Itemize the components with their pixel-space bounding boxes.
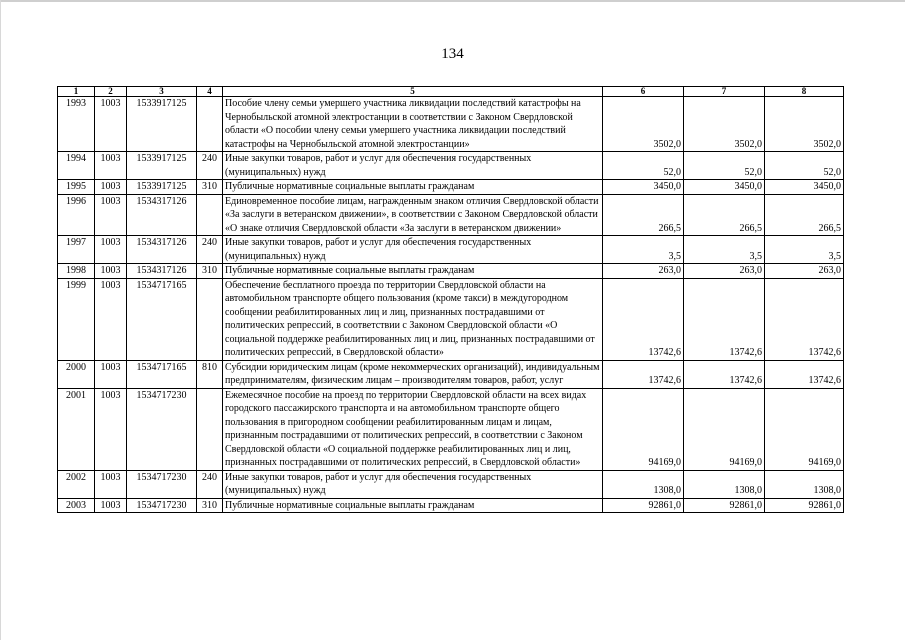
row-description: Иные закупки товаров, работ и услуг для обеспечения государственных (муниципальных) нужд (223, 152, 603, 180)
expense-type-code: 310 (197, 264, 223, 279)
target-article-code: 1534317126 (127, 194, 197, 236)
expense-type-code (197, 388, 223, 470)
amount-col-7: 3,5 (684, 236, 765, 264)
section-code: 1003 (95, 388, 127, 470)
amount-col-7: 1308,0 (684, 470, 765, 498)
amount-col-8: 94169,0 (765, 388, 844, 470)
section-code: 1003 (95, 180, 127, 195)
amount-col-7: 266,5 (684, 194, 765, 236)
target-article-code: 1534317126 (127, 236, 197, 264)
page-top-border (0, 0, 905, 2)
amount-col-7: 3502,0 (684, 97, 765, 152)
row-description: Субсидии юридическим лицам (кроме некоммерческих организаций), индивидуальным предпринимателям, физическим лицам – производителям товаров, работ, услуг (223, 360, 603, 388)
amount-col-6: 1308,0 (603, 470, 684, 498)
table-row (58, 194, 844, 236)
amount-col-6: 266,5 (603, 194, 684, 236)
row-number: 1993 (58, 97, 95, 152)
target-article-code: 1533917125 (127, 97, 197, 152)
col-header-8: 8 (765, 87, 844, 97)
table-row (58, 236, 844, 264)
amount-col-8: 13742,6 (765, 278, 844, 360)
row-number: 1997 (58, 236, 95, 264)
expense-type-code (197, 97, 223, 152)
table-row (58, 180, 844, 195)
amount-col-8: 3502,0 (765, 97, 844, 152)
expense-type-code: 240 (197, 236, 223, 264)
amount-col-7: 3450,0 (684, 180, 765, 195)
row-description: Иные закупки товаров, работ и услуг для обеспечения государственных (муниципальных) нужд (223, 236, 603, 264)
amount-col-6: 94169,0 (603, 388, 684, 470)
page-left-border (0, 0, 1, 640)
section-code: 1003 (95, 360, 127, 388)
amount-col-7: 94169,0 (684, 388, 765, 470)
expense-type-code: 240 (197, 152, 223, 180)
amount-col-7: 13742,6 (684, 360, 765, 388)
amount-col-7: 13742,6 (684, 278, 765, 360)
row-number: 2000 (58, 360, 95, 388)
amount-col-7: 263,0 (684, 264, 765, 279)
amount-col-8: 266,5 (765, 194, 844, 236)
row-number: 1995 (58, 180, 95, 195)
target-article-code: 1534717230 (127, 470, 197, 498)
amount-col-8: 1308,0 (765, 470, 844, 498)
table-row (58, 97, 844, 152)
table-row (58, 470, 844, 498)
row-number: 1996 (58, 194, 95, 236)
section-code: 1003 (95, 498, 127, 513)
section-code: 1003 (95, 470, 127, 498)
row-description: Иные закупки товаров, работ и услуг для обеспечения государственных (муниципальных) нужд (223, 470, 603, 498)
amount-col-6: 92861,0 (603, 498, 684, 513)
amount-col-6: 13742,6 (603, 278, 684, 360)
row-description: Публичные нормативные социальные выплаты гражданам (223, 498, 603, 513)
target-article-code: 1534717230 (127, 388, 197, 470)
row-description: Публичные нормативные социальные выплаты гражданам (223, 180, 603, 195)
amount-col-8: 263,0 (765, 264, 844, 279)
section-code: 1003 (95, 194, 127, 236)
expense-type-code (197, 278, 223, 360)
col-header-2: 2 (95, 87, 127, 97)
target-article-code: 1534317126 (127, 264, 197, 279)
budget-table (57, 86, 844, 513)
row-description: Единовременное пособие лицам, награжденным знаком отличия Свердловской области «За заслуги в ветеранском движении», в соответствии с Законом Свердловской области «О знаке отличия Свердловской области «За заслуги в ветеранском движении» (223, 194, 603, 236)
amount-col-7: 52,0 (684, 152, 765, 180)
row-number: 2001 (58, 388, 95, 470)
amount-col-7: 92861,0 (684, 498, 765, 513)
section-code: 1003 (95, 264, 127, 279)
row-number: 2002 (58, 470, 95, 498)
amount-col-6: 13742,6 (603, 360, 684, 388)
section-code: 1003 (95, 97, 127, 152)
row-description: Обеспечение бесплатного проезда по территории Свердловской области на автомобильном транспорте общего пользования (кроме такси) в междугородном сообщении реабилитированных лиц и лиц, признанных пострадавшими от политических репрессий, в соответствии с Законом Свердловской области «О социальной поддержке реабилитированных лиц и лиц, признанных пострадавшими от политических репрессий, в Свердловской области» (223, 278, 603, 360)
col-header-6: 6 (603, 87, 684, 97)
col-header-5: 5 (223, 87, 603, 97)
row-description: Пособие члену семьи умершего участника ликвидации последствий катастрофы на Чернобыльской атомной электростанции в соответствии с Законом Свердловской области «О пособии члену семьи умершего участника ликвидации последствий катастрофы на Чернобыльской атомной электростанции» (223, 97, 603, 152)
amount-col-8: 13742,6 (765, 360, 844, 388)
amount-col-8: 92861,0 (765, 498, 844, 513)
amount-col-8: 3450,0 (765, 180, 844, 195)
expense-type-code: 310 (197, 498, 223, 513)
amount-col-6: 3502,0 (603, 97, 684, 152)
table-row (58, 360, 844, 388)
table-row (58, 278, 844, 360)
col-header-7: 7 (684, 87, 765, 97)
section-code: 1003 (95, 236, 127, 264)
target-article-code: 1534717165 (127, 360, 197, 388)
amount-col-6: 52,0 (603, 152, 684, 180)
page-number: 134 (441, 46, 464, 62)
row-number: 1994 (58, 152, 95, 180)
row-number: 2003 (58, 498, 95, 513)
amount-col-6: 3450,0 (603, 180, 684, 195)
row-number: 1998 (58, 264, 95, 279)
table-row (58, 264, 844, 279)
expense-type-code: 810 (197, 360, 223, 388)
amount-col-8: 3,5 (765, 236, 844, 264)
amount-col-6: 263,0 (603, 264, 684, 279)
table-row (58, 152, 844, 180)
table-row (58, 498, 844, 513)
section-code: 1003 (95, 152, 127, 180)
expense-type-code: 240 (197, 470, 223, 498)
amount-col-6: 3,5 (603, 236, 684, 264)
row-number: 1999 (58, 278, 95, 360)
target-article-code: 1533917125 (127, 152, 197, 180)
col-header-4: 4 (197, 87, 223, 97)
row-description: Публичные нормативные социальные выплаты гражданам (223, 264, 603, 279)
header-row (58, 87, 844, 97)
col-header-3: 3 (127, 87, 197, 97)
table-row (58, 388, 844, 470)
col-header-1: 1 (58, 87, 95, 97)
amount-col-8: 52,0 (765, 152, 844, 180)
section-code: 1003 (95, 278, 127, 360)
target-article-code: 1533917125 (127, 180, 197, 195)
target-article-code: 1534717165 (127, 278, 197, 360)
target-article-code: 1534717230 (127, 498, 197, 513)
row-description: Ежемесячное пособие на проезд по территории Свердловской области на всех видах городского пассажирского транспорта и на автомобильном транспорте общего пользования в пригородном сообщении реабилитированным лицам и лицам, признанным пострадавшими от политических репрессий, в соответствии с Законом Свердловской области «О социальной поддержке реабилитированных лиц и лиц, признанных пострадавшими от политических репрессий, в Свердловской области» (223, 388, 603, 470)
expense-type-code: 310 (197, 180, 223, 195)
expense-type-code (197, 194, 223, 236)
